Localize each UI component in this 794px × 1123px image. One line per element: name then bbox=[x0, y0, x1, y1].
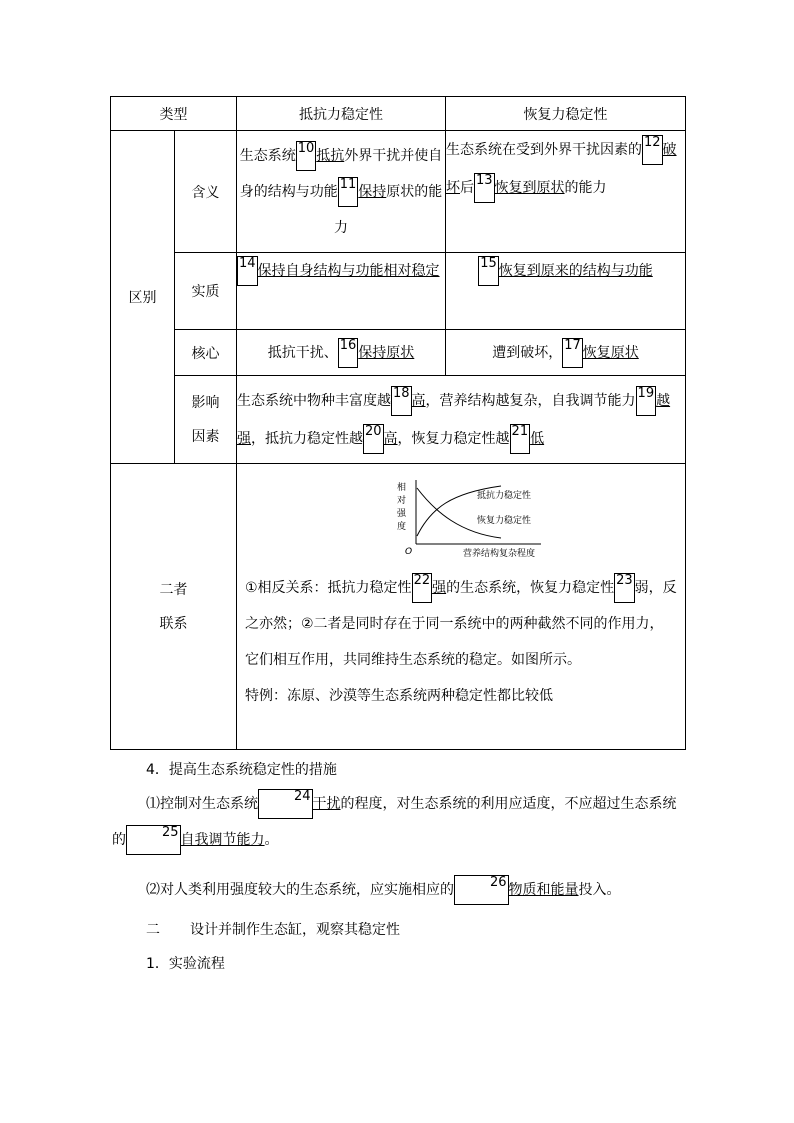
experiment-heading: 1．实验流程 bbox=[146, 956, 225, 972]
text: 后 bbox=[460, 180, 474, 196]
text: 生态系统 bbox=[239, 147, 296, 164]
core-label: 核心 bbox=[175, 330, 237, 376]
text: 生态系统在受到外界干扰因素的 bbox=[446, 142, 642, 158]
blank-number: 26 bbox=[454, 875, 509, 905]
answer: 自我调节能力 bbox=[180, 832, 265, 848]
relation-label bbox=[111, 464, 237, 750]
text: 弱，反之亦然；②二者是同时存在于同一系统中的两种截然不同的作用力，它们相互作用，共同维持生态系统的稳定。如图所示。 bbox=[245, 580, 677, 668]
origin-label: O bbox=[405, 547, 413, 557]
section-number: 二 bbox=[146, 922, 160, 938]
blank-number: 11 bbox=[338, 177, 359, 207]
answer: 保持自身结构与功能相对稳定 bbox=[257, 263, 440, 279]
text: 投入。 bbox=[578, 882, 621, 898]
blank-number: 19 bbox=[636, 386, 657, 416]
text: 因素 bbox=[191, 428, 220, 445]
text: ，营养结构越复杂，自我调节能力 bbox=[425, 392, 636, 409]
relation-content bbox=[237, 464, 686, 750]
essence-resistance bbox=[237, 253, 446, 330]
blank-number: 25 bbox=[126, 825, 181, 855]
text: 的能力 bbox=[564, 180, 607, 196]
section-title: 设计并制作生态缸，观察其稳定性 bbox=[190, 922, 400, 938]
blank-number: 20 bbox=[363, 424, 384, 454]
blank-number: 23 bbox=[614, 573, 635, 603]
blank-number: 14 bbox=[237, 256, 258, 286]
text: 联系 bbox=[159, 615, 188, 632]
ylabel-char: 度 bbox=[397, 522, 407, 532]
difference-label: 区别 bbox=[111, 131, 175, 464]
ylabel-char: 强 bbox=[397, 509, 407, 519]
text: ⑴控制对生态系统 bbox=[146, 796, 258, 812]
answer: 破坏 bbox=[446, 142, 677, 196]
text: ，抵抗力稳定性越 bbox=[251, 430, 363, 447]
answer: 越强 bbox=[237, 392, 671, 447]
answer: 物质和能量 bbox=[508, 882, 579, 898]
answer: 保持 bbox=[358, 183, 387, 200]
section4-title: 4．提高生态系统稳定性的措施 bbox=[146, 762, 337, 778]
text: 原状的能力 bbox=[334, 183, 443, 236]
essence-resilience bbox=[446, 253, 686, 330]
series-label-resilience: 恢复力稳定性 bbox=[477, 516, 532, 526]
blank-number: 10 bbox=[296, 141, 317, 171]
header-resistance: 抵抗力稳定性 bbox=[237, 97, 446, 131]
blank-number: 16 bbox=[338, 338, 359, 368]
text: 遭到破坏， bbox=[492, 344, 563, 361]
x-axis-label: 营养结构复杂程度 bbox=[463, 549, 536, 559]
blank-number: 12 bbox=[642, 135, 663, 165]
meaning-resilience bbox=[446, 131, 686, 253]
section4-item1 bbox=[112, 786, 687, 858]
answer: 抵抗 bbox=[316, 147, 345, 164]
text: 生态系统中物种丰富度越 bbox=[237, 392, 391, 409]
answer: 低 bbox=[530, 430, 545, 447]
blank-number: 21 bbox=[510, 424, 531, 454]
header-type: 类型 bbox=[111, 97, 237, 131]
meaning-label: 含义 bbox=[175, 131, 237, 253]
blank-number: 13 bbox=[474, 173, 495, 203]
answer: 干扰 bbox=[312, 796, 341, 812]
blank-number: 22 bbox=[412, 573, 433, 603]
factors-content bbox=[237, 376, 686, 464]
core-resistance bbox=[237, 330, 446, 376]
text: 。 bbox=[264, 832, 279, 848]
ylabel-char: 相 bbox=[397, 483, 407, 493]
answer: 强 bbox=[432, 580, 447, 596]
core-resilience bbox=[446, 330, 686, 376]
text: 的程度，对生态系统的利用应适度，不应超过生态系统的 bbox=[112, 796, 677, 848]
blank-number: 24 bbox=[258, 789, 313, 819]
factors-label bbox=[175, 376, 237, 464]
blank-number: 17 bbox=[562, 338, 583, 368]
series-label-resistance: 抵抗力稳定性 bbox=[477, 491, 532, 501]
stability-table bbox=[110, 96, 686, 750]
answer: 恢复原状 bbox=[582, 344, 639, 361]
stability-chart bbox=[391, 478, 581, 560]
text: ，恢复力稳定性越 bbox=[397, 430, 510, 447]
header-resilience: 恢复力稳定性 bbox=[446, 97, 686, 131]
text: 抵抗干扰、 bbox=[267, 344, 338, 361]
blank-number: 18 bbox=[391, 386, 412, 416]
text: 的生态系统，恢复力稳定性 bbox=[446, 580, 615, 596]
answer: 恢复到原来的结构与功能 bbox=[498, 263, 653, 279]
answer: 高 bbox=[411, 392, 426, 409]
essence-label: 实质 bbox=[175, 253, 237, 330]
answer: 高 bbox=[383, 430, 398, 447]
section-two-heading bbox=[146, 912, 721, 948]
text: ①相反关系：抵抗力稳定性 bbox=[245, 580, 412, 596]
text: 外界干扰并使自身的结构与功能 bbox=[239, 147, 443, 200]
special-case: 特例：冻原、沙漠等生态系统两种稳定性都比较低 bbox=[245, 688, 553, 704]
text: ⑵对人类利用强度较大的生态系统，应实施相应的 bbox=[146, 882, 454, 898]
section4-item2 bbox=[112, 872, 687, 908]
text: 影响 bbox=[191, 394, 220, 411]
answer: 恢复到原状 bbox=[494, 180, 565, 196]
answer: 保持原状 bbox=[358, 344, 415, 361]
blank-number: 15 bbox=[478, 256, 499, 286]
relation-text bbox=[245, 570, 677, 678]
meaning-resistance bbox=[237, 131, 446, 253]
ylabel-char: 对 bbox=[397, 496, 407, 506]
text: 二者 bbox=[159, 581, 188, 598]
